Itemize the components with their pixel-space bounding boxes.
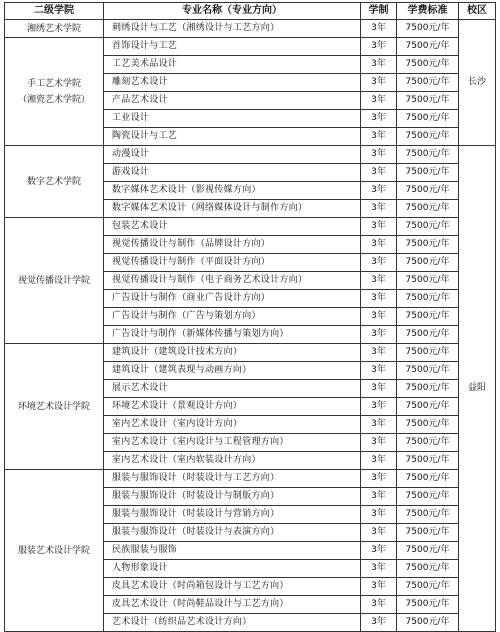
years-cell: 3年 <box>361 614 397 632</box>
table-row <box>5 218 496 236</box>
major-cell: 包装艺术设计 <box>104 218 361 236</box>
major-cell: 数字媒体艺术设计（网络媒体设计与制作方向） <box>104 200 361 218</box>
fee-cell: 7500元/年 <box>397 200 459 218</box>
major-cell: 动漫设计 <box>104 146 361 164</box>
fee-cell: 7500元/年 <box>397 272 459 290</box>
fee-cell: 7500元/年 <box>397 218 459 236</box>
years-cell: 3年 <box>361 362 397 380</box>
fee-cell: 7500元/年 <box>397 56 459 74</box>
years-cell: 3年 <box>361 578 397 596</box>
major-cell: 展示艺术设计 <box>104 380 361 398</box>
years-cell: 3年 <box>361 416 397 434</box>
college-cell: 湘绣艺术学院 <box>5 20 104 38</box>
tuition-table-container <box>4 2 495 632</box>
major-cell: 视觉传播设计与制作（电子商务艺术设计方向） <box>104 272 361 290</box>
major-cell: 皮具艺术设计（时尚箱包设计与工艺方向） <box>104 578 361 596</box>
header-major: 专业名称（专业方向） <box>104 3 361 20</box>
table-row <box>5 38 496 56</box>
header-fee: 学费标准 <box>397 3 459 20</box>
years-cell: 3年 <box>361 326 397 344</box>
major-cell: 皮具艺术设计（时尚鞋品设计与工艺方向） <box>104 596 361 614</box>
fee-cell: 7500元/年 <box>397 254 459 272</box>
fee-cell: 7500元/年 <box>397 398 459 416</box>
fee-cell: 7500元/年 <box>397 344 459 362</box>
major-cell: 刺绣设计与工艺（湘绣设计与工艺方向） <box>104 20 361 38</box>
table-row <box>5 344 496 362</box>
table-row <box>5 470 496 488</box>
table-body <box>5 20 496 632</box>
major-cell: 广告设计与制作（商业广告设计方向） <box>104 290 361 308</box>
major-cell: 产品艺术设计 <box>104 92 361 110</box>
fee-cell: 7500元/年 <box>397 20 459 38</box>
years-cell: 3年 <box>361 434 397 452</box>
major-cell: 游戏设计 <box>104 164 361 182</box>
years-cell: 3年 <box>361 182 397 200</box>
years-cell: 3年 <box>361 506 397 524</box>
fee-cell: 7500元/年 <box>397 290 459 308</box>
college-cell: 服装艺术设计学院 <box>5 470 104 632</box>
years-cell: 3年 <box>361 146 397 164</box>
major-cell: 室内艺术设计（室内软装设计方向） <box>104 452 361 470</box>
years-cell: 3年 <box>361 542 397 560</box>
fee-cell: 7500元/年 <box>397 236 459 254</box>
campus-cell: 长沙 <box>459 20 496 146</box>
fee-cell: 7500元/年 <box>397 470 459 488</box>
years-cell: 3年 <box>361 236 397 254</box>
table-header-row <box>5 3 496 20</box>
college-cell: 环境艺术设计学院 <box>5 344 104 470</box>
fee-cell: 7500元/年 <box>397 542 459 560</box>
fee-cell: 7500元/年 <box>397 488 459 506</box>
years-cell: 3年 <box>361 110 397 128</box>
fee-cell: 7500元/年 <box>397 524 459 542</box>
major-cell: 服装与服饰设计（时装设计与表演方向） <box>104 524 361 542</box>
major-cell: 建筑设计（建筑表现与动画方向） <box>104 362 361 380</box>
major-cell: 室内艺术设计（室内设计方向） <box>104 416 361 434</box>
major-cell: 广告设计与制作（新媒体传播与策划方向） <box>104 326 361 344</box>
fee-cell: 7500元/年 <box>397 560 459 578</box>
major-cell: 环境艺术设计（景观设计方向） <box>104 398 361 416</box>
tuition-table <box>4 2 496 632</box>
header-campus: 校区 <box>459 3 496 20</box>
years-cell: 3年 <box>361 92 397 110</box>
years-cell: 3年 <box>361 128 397 146</box>
years-cell: 3年 <box>361 200 397 218</box>
campus-cell: 益阳 <box>459 146 496 632</box>
years-cell: 3年 <box>361 218 397 236</box>
fee-cell: 7500元/年 <box>397 74 459 92</box>
major-cell: 陶瓷设计与工艺 <box>104 128 361 146</box>
years-cell: 3年 <box>361 38 397 56</box>
major-cell: 服装与服饰设计（时装设计与营销方向） <box>104 506 361 524</box>
fee-cell: 7500元/年 <box>397 146 459 164</box>
major-cell: 建筑设计（建筑设计技术方向） <box>104 344 361 362</box>
fee-cell: 7500元/年 <box>397 596 459 614</box>
header-college: 二级学院 <box>5 3 104 20</box>
major-cell: 民族服装与服饰 <box>104 542 361 560</box>
years-cell: 3年 <box>361 308 397 326</box>
major-cell: 视觉传播设计与制作（平面设计方向） <box>104 254 361 272</box>
major-cell: 首饰设计与工艺 <box>104 38 361 56</box>
years-cell: 3年 <box>361 398 397 416</box>
fee-cell: 7500元/年 <box>397 92 459 110</box>
college-cell: 手工艺术学院 （湘瓷艺术学院） <box>5 38 104 146</box>
major-cell: 工业设计 <box>104 110 361 128</box>
fee-cell: 7500元/年 <box>397 326 459 344</box>
years-cell: 3年 <box>361 560 397 578</box>
fee-cell: 7500元/年 <box>397 164 459 182</box>
fee-cell: 7500元/年 <box>397 128 459 146</box>
table-row <box>5 146 496 164</box>
years-cell: 3年 <box>361 56 397 74</box>
fee-cell: 7500元/年 <box>397 506 459 524</box>
years-cell: 3年 <box>361 20 397 38</box>
fee-cell: 7500元/年 <box>397 362 459 380</box>
years-cell: 3年 <box>361 164 397 182</box>
fee-cell: 7500元/年 <box>397 578 459 596</box>
years-cell: 3年 <box>361 254 397 272</box>
major-cell: 艺术设计（纺织品艺术设计方向） <box>104 614 361 632</box>
years-cell: 3年 <box>361 74 397 92</box>
fee-cell: 7500元/年 <box>397 614 459 632</box>
fee-cell: 7500元/年 <box>397 434 459 452</box>
fee-cell: 7500元/年 <box>397 416 459 434</box>
major-cell: 人物形象设计 <box>104 560 361 578</box>
major-cell: 工艺美术品设计 <box>104 56 361 74</box>
college-cell: 数字艺术学院 <box>5 146 104 218</box>
years-cell: 3年 <box>361 470 397 488</box>
major-cell: 服装与服饰设计（时装设计与制版方向） <box>104 488 361 506</box>
fee-cell: 7500元/年 <box>397 110 459 128</box>
years-cell: 3年 <box>361 290 397 308</box>
college-cell: 视觉传播设计学院 <box>5 218 104 344</box>
major-cell: 视觉传播设计与制作（品牌设计方向） <box>104 236 361 254</box>
fee-cell: 7500元/年 <box>397 182 459 200</box>
fee-cell: 7500元/年 <box>397 308 459 326</box>
fee-cell: 7500元/年 <box>397 380 459 398</box>
years-cell: 3年 <box>361 452 397 470</box>
table-row <box>5 20 496 38</box>
fee-cell: 7500元/年 <box>397 38 459 56</box>
header-years: 学制 <box>361 3 397 20</box>
major-cell: 雕刻艺术设计 <box>104 74 361 92</box>
major-cell: 数字媒体艺术设计（影视传媒方向） <box>104 182 361 200</box>
years-cell: 3年 <box>361 272 397 290</box>
years-cell: 3年 <box>361 524 397 542</box>
years-cell: 3年 <box>361 596 397 614</box>
major-cell: 室内艺术设计（室内设计与工程管理方向） <box>104 434 361 452</box>
major-cell: 服装与服饰设计（时装设计与工艺方向） <box>104 470 361 488</box>
major-cell: 广告设计与制作（广告与策划方向） <box>104 308 361 326</box>
years-cell: 3年 <box>361 344 397 362</box>
years-cell: 3年 <box>361 380 397 398</box>
fee-cell: 7500元/年 <box>397 452 459 470</box>
years-cell: 3年 <box>361 488 397 506</box>
